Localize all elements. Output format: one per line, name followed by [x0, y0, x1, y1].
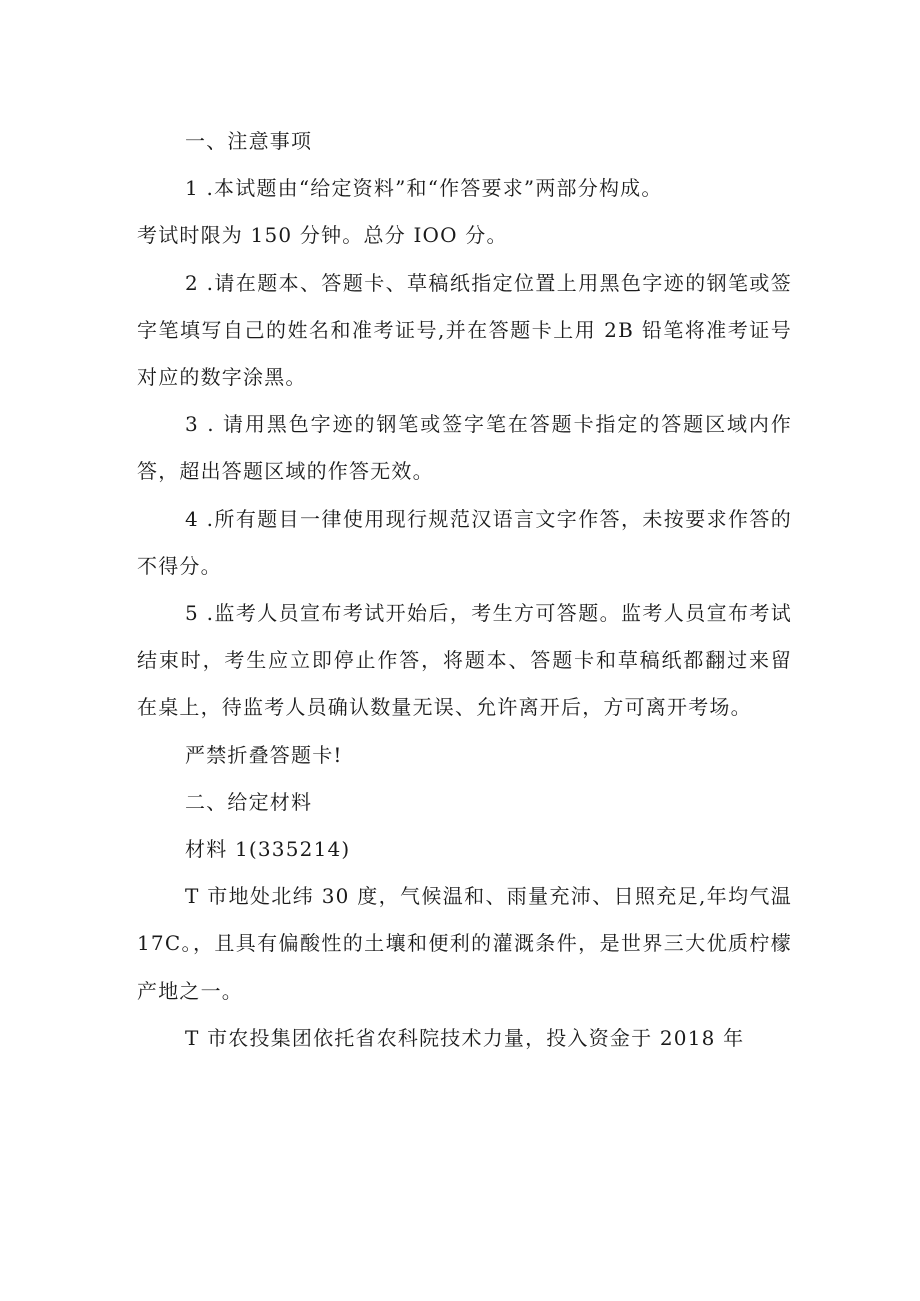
notice-item-2: 2 .请在题本、答题卡、草稿纸指定位置上用黑色字迹的钢笔或签字笔填写自己的姓名和准考证号,并在答题卡上用 2B 铅笔将准考证号对应的数字涂黑。 [137, 270, 792, 390]
material-1-paragraph-1: T 市地处北纬 30 度，气候温和、雨量充沛、日照充足,年均气温 17C。，且具有偏酸性的土壤和便利的灌溉条件，是世界三大优质柠檬产地之一。 [137, 884, 792, 1003]
material-1-title: 材料 1(335214) [185, 837, 351, 862]
notice-item-4: 4 .所有题目一律使用现行规范汉语言文字作答，未按要求作答的不得分。 [137, 506, 792, 578]
section-heading-materials: 二、给定材料 [185, 789, 313, 814]
material-1-paragraph-2: T 市农投集团依托省农科院技术力量，投入资金于 2018 年 [185, 1025, 745, 1050]
notice-item-1: 1 .本试题由“给定资料”和“作答要求”两部分构成。 [185, 176, 663, 201]
document-page [137, 118, 792, 1062]
notice-item-1-continued: 考试时限为 150 分钟。总分 IOO 分。 [137, 223, 508, 248]
warning-no-folding: 严禁折叠答题卡! [185, 742, 343, 767]
section-heading-notes: 一、注意事项 [185, 129, 313, 153]
notice-item-3: 3 . 请用黑色字迹的钢笔或签字笔在答题卡指定的答题区域内作答，超出答题区域的作答无效。 [137, 412, 792, 484]
notice-item-5: 5 .监考人员宣布考试开始后，考生方可答题。监考人员宣布考试结束时，考生应立即停止作答，将题本、答题卡和草稿纸都翻过来留在桌上，待监考人员确认数量无误、允许离开后，方可离开考场。 [137, 601, 792, 720]
